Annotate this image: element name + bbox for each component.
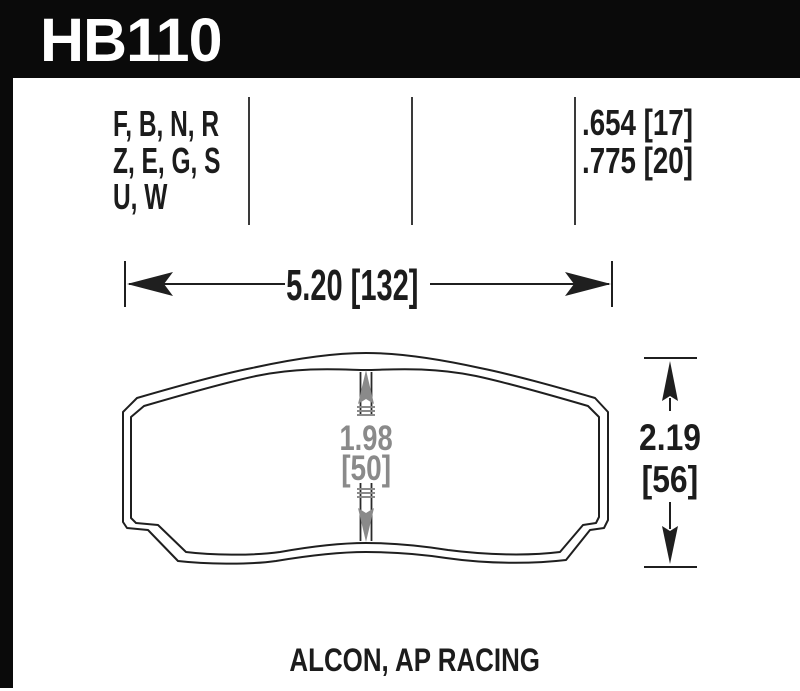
overall-height-label-mm: [56] <box>641 459 699 500</box>
width-dimension-label: 5.20 [132] <box>285 261 419 310</box>
overall-height-label-in: 2.19 <box>639 417 701 458</box>
applications-text <box>215 643 615 677</box>
pad-thickness-line-2: .775 [20] <box>582 140 693 181</box>
overall-height-dimension-text-mm <box>470 461 800 498</box>
overall-height-dimension-text-in <box>470 419 800 456</box>
part-number: HB110 <box>40 6 222 74</box>
compound-codes-line-2: Z, E, G, S <box>113 139 221 181</box>
pad-height-label-in: 1.98 <box>339 419 393 458</box>
pad-height-label-mm: [50] <box>341 449 391 488</box>
compound-codes-line-1: F, B, N, R <box>113 103 220 144</box>
spec-divider-lines <box>249 97 575 225</box>
width-dimension-text <box>152 261 552 310</box>
applications-label: ALCON, AP RACING <box>289 642 541 678</box>
compound-codes-line-3: U, W <box>113 176 168 217</box>
pad-thickness-line-1: .654 [17] <box>582 102 693 143</box>
